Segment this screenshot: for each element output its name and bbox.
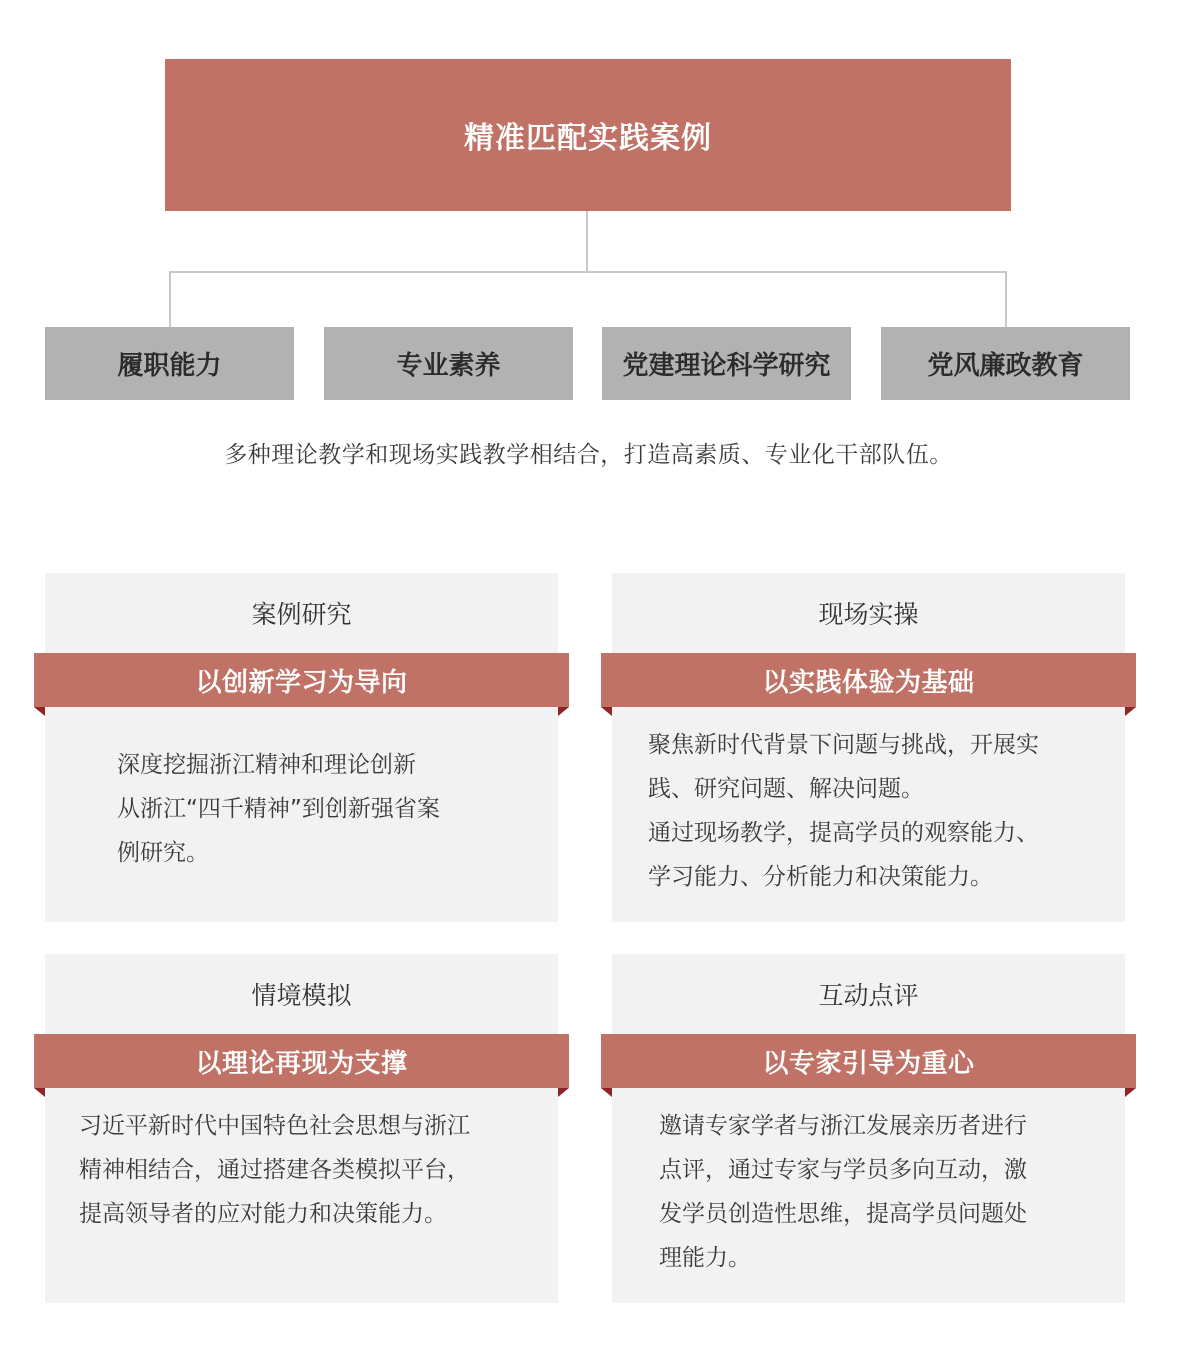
- card-body-line: 聚焦新时代背景下问题与挑战，开展实: [648, 732, 1039, 758]
- card-body-line: 提高领导者的应对能力和决策能力。: [79, 1201, 447, 1227]
- card-ribbon: 以实践体验为基础: [601, 653, 1136, 707]
- card-title: 案例研究: [251, 600, 352, 629]
- root-node: 精准匹配实践案例: [165, 59, 1011, 211]
- card-body: [79, 1104, 470, 1236]
- card-body-line: 点评，通过专家与学员多向互动，激: [659, 1157, 1027, 1183]
- card-ribbon: 以理论再现为支撑: [34, 1034, 569, 1088]
- card-interactive-review: [612, 954, 1125, 1303]
- card-body-line: 习近平新时代中国特色社会思想与浙江: [79, 1113, 470, 1139]
- card-ribbon: 以创新学习为导向: [34, 653, 569, 707]
- branch-node-party-theory-research: 党建理论科学研究: [602, 327, 851, 400]
- card-title: 情境模拟: [251, 981, 352, 1010]
- diagram-subtitle: 多种理论教学和现场实践教学相结合，打造高素质、专业化干部队伍。: [224, 442, 953, 468]
- card-field-practice: [612, 573, 1125, 922]
- card-body-line: 学习能力、分析能力和决策能力。: [648, 864, 993, 890]
- ribbon-fold-right: [558, 1088, 569, 1097]
- ribbon-fold-left: [601, 707, 612, 716]
- card-body-line: 例研究。: [117, 840, 209, 866]
- card-case-study: [45, 573, 558, 922]
- branch-node-duty-ability: 履职能力: [45, 327, 294, 400]
- card-body-line: 理能力。: [659, 1245, 751, 1271]
- card-body-line: 践、研究问题、解决问题。: [648, 776, 924, 802]
- card-body-line: 通过现场教学，提高学员的观察能力、: [648, 820, 1039, 846]
- ribbon-fold-left: [34, 707, 45, 716]
- card-title: 现场实操: [818, 600, 919, 629]
- card-body-line: 深度挖掘浙江精神和理论创新: [117, 752, 416, 778]
- card-body: [659, 1104, 1027, 1280]
- branch-node-professional-quality: 专业素养: [324, 327, 573, 400]
- ribbon-fold-right: [1125, 707, 1136, 716]
- card-body: [117, 743, 440, 875]
- card-title: 互动点评: [818, 981, 919, 1010]
- card-body-line: 邀请专家学者与浙江发展亲历者进行: [659, 1113, 1027, 1139]
- card-body-line: 精神相结合，通过搭建各类模拟平台，: [79, 1157, 470, 1183]
- card-ribbon: 以专家引导为重心: [601, 1034, 1136, 1088]
- card-body-line: 发学员创造性思维，提高学员问题处: [659, 1201, 1027, 1227]
- card-body-line: 从浙江“四千精神”到创新强省案: [117, 796, 440, 822]
- ribbon-fold-right: [558, 707, 569, 716]
- branch-node-integrity-education: 党风廉政教育: [881, 327, 1130, 400]
- ribbon-fold-left: [34, 1088, 45, 1097]
- card-scenario-simulation: [45, 954, 558, 1303]
- card-body: [648, 723, 1039, 899]
- ribbon-fold-left: [601, 1088, 612, 1097]
- ribbon-fold-right: [1125, 1088, 1136, 1097]
